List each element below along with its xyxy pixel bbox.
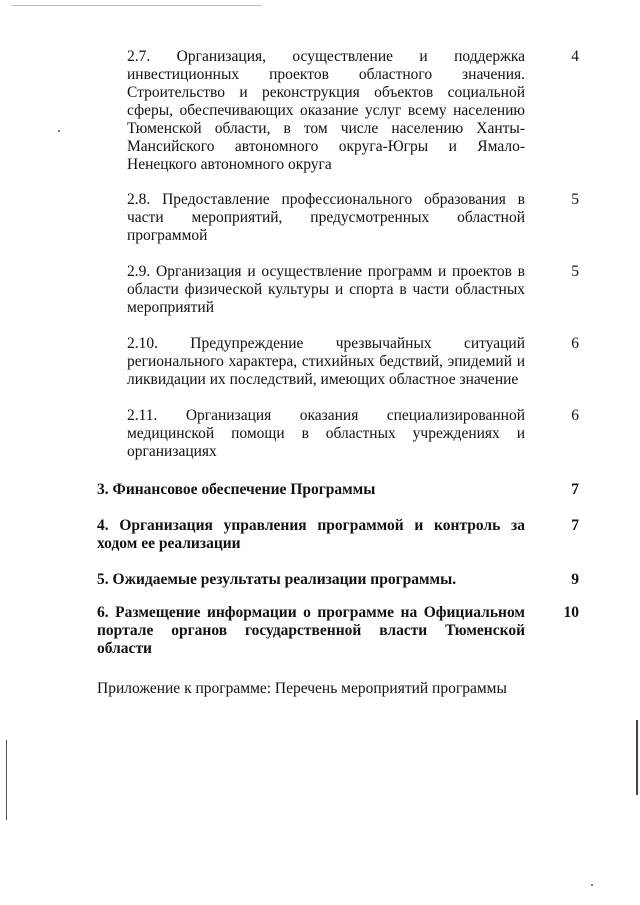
toc-page-number: 7 bbox=[571, 481, 579, 498]
toc-section-title: 4. Организация управления программой и контроль за ходом ее реализации bbox=[97, 517, 525, 552]
toc-entry-title: 2.9. Организация и осуществление программ и проектов в области физической культуры и спорта в части областных мероприятий bbox=[127, 263, 525, 316]
toc-page-number: 4 bbox=[571, 48, 579, 65]
scan-artifact-dot bbox=[58, 130, 60, 132]
toc-section-title: 5. Ожидаемые результаты реализации программы. bbox=[97, 571, 457, 588]
toc-page-number: 10 bbox=[563, 604, 579, 621]
scan-artifact-line bbox=[12, 5, 262, 6]
toc-section-title: 6. Размещение информации о программе на Официальном портале органов государственной власти Тюменской области bbox=[97, 604, 525, 657]
toc-page-number: 6 bbox=[571, 335, 579, 352]
scan-artifact-dot bbox=[591, 884, 593, 886]
toc-page-number: 6 bbox=[571, 407, 579, 424]
toc-page-number: 5 bbox=[571, 191, 579, 208]
toc-page-number: 9 bbox=[571, 571, 579, 588]
scan-artifact-edge bbox=[636, 720, 638, 795]
toc-entry-title: 2.8. Предоставление профессионального образования в части мероприятий, предусмотренных областной программой bbox=[127, 191, 525, 244]
appendix-note: Приложение к программе: Перечень мероприятий программы bbox=[97, 680, 507, 697]
toc-page-number: 7 bbox=[571, 517, 579, 534]
toc-entry-title: 2.11. Организация оказания специализированной медицинской помощи в областных учреждениях и организациях bbox=[127, 407, 525, 460]
scan-artifact-edge bbox=[6, 740, 7, 820]
toc-section-title: 3. Финансовое обеспечение Программы bbox=[97, 481, 376, 498]
toc-entry-title: 2.7. Организация, осуществление и поддержка инвестиционных проектов областного значения. Строительство и реконструкция объектов социальной сферы, обеспечивающих оказание услуг всему населению Тюменской области, в том числе населению Ханты-Мансийского автономного округа-Югры и Ямало-Ненецкого автономного округа bbox=[127, 48, 525, 173]
toc-page-number: 5 bbox=[571, 263, 579, 280]
toc-entry-title: 2.10. Предупреждение чрезвычайных ситуаций регионального характера, стихийных бедствий, эпидемий и ликвидации их последствий, имеющих областное значение bbox=[127, 335, 525, 388]
